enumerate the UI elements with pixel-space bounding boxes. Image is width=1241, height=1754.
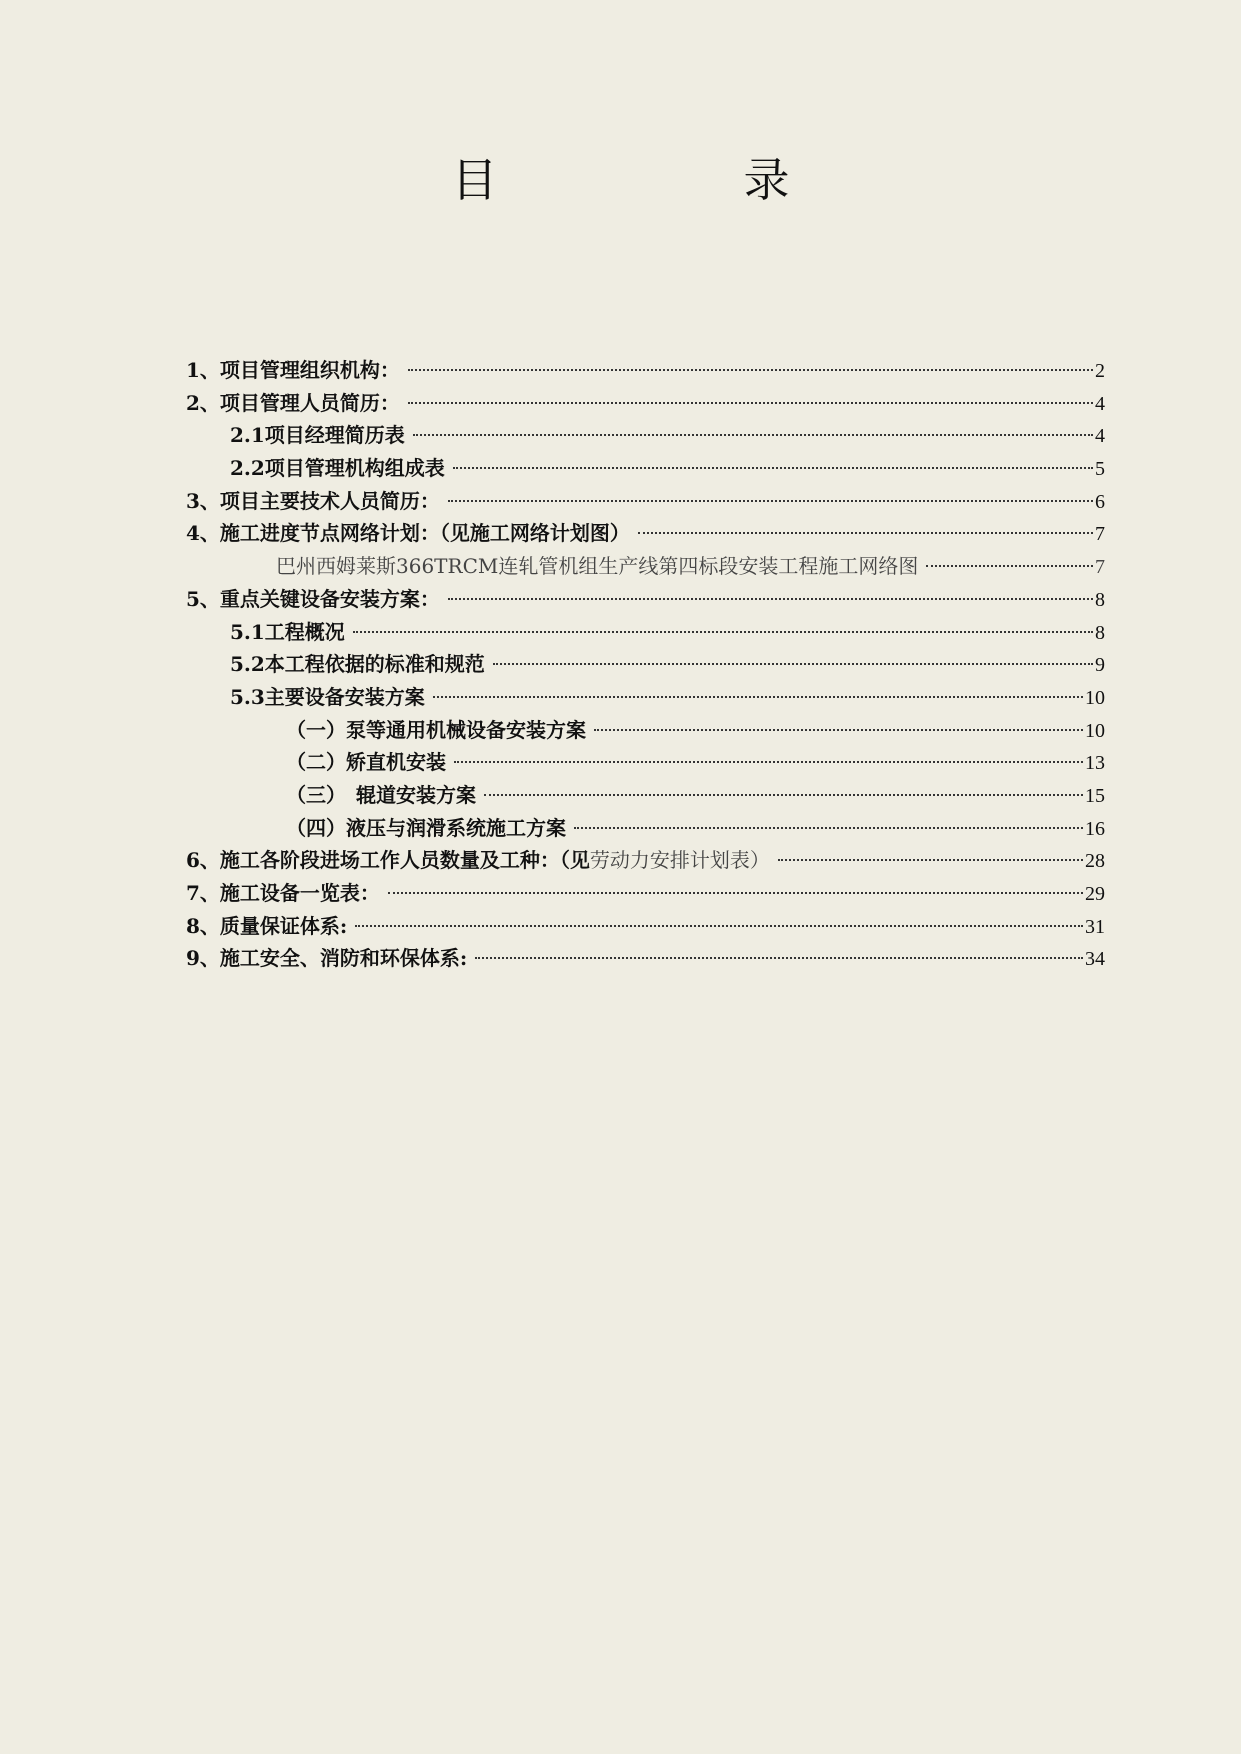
toc-leader-dots bbox=[484, 794, 1083, 796]
toc-entry[interactable] bbox=[186, 844, 1105, 877]
toc-entry[interactable] bbox=[186, 419, 1105, 452]
toc-entry-label: 5、重点关键设备安装方案： bbox=[186, 586, 440, 611]
toc-entry[interactable] bbox=[186, 779, 1105, 812]
toc-page-number: 5 bbox=[1095, 458, 1105, 481]
toc-entry[interactable] bbox=[186, 746, 1105, 779]
toc-leader-dots bbox=[594, 729, 1083, 731]
toc-entry[interactable] bbox=[186, 550, 1105, 583]
toc-entry-label: 5.1工程概况 bbox=[230, 619, 345, 644]
toc-entry[interactable] bbox=[186, 942, 1105, 975]
toc-page-number: 13 bbox=[1085, 752, 1105, 775]
toc-leader-dots bbox=[448, 598, 1093, 600]
toc-entry-label: 6、施工各阶段进场工作人员数量及工种：（见 bbox=[186, 848, 590, 873]
toc-leader-dots bbox=[448, 500, 1093, 502]
toc-page-number: 16 bbox=[1085, 817, 1105, 840]
toc-leader-dots bbox=[475, 957, 1083, 959]
toc-entry-label: 2、项目管理人员简历： bbox=[186, 390, 400, 415]
toc-page-number: 9 bbox=[1095, 654, 1105, 677]
toc-leader-dots bbox=[574, 827, 1083, 829]
toc-leader-dots bbox=[355, 925, 1083, 927]
toc-entry[interactable] bbox=[186, 812, 1105, 845]
page-title: 目 录 bbox=[451, 153, 890, 207]
toc-page-number: 8 bbox=[1095, 588, 1105, 611]
toc-entry-label: 2.2项目管理机构组成表 bbox=[230, 456, 445, 481]
toc-leader-dots bbox=[408, 369, 1093, 371]
toc-entry[interactable] bbox=[186, 583, 1105, 616]
toc-entry-label: 3、项目主要技术人员简历： bbox=[186, 488, 440, 513]
toc-entry[interactable] bbox=[186, 485, 1105, 518]
toc-page-number: 7 bbox=[1095, 523, 1105, 546]
toc-entry-label: （三） 辊道安装方案 bbox=[286, 782, 476, 807]
toc-page-number: 10 bbox=[1085, 719, 1105, 742]
toc-entry[interactable] bbox=[186, 714, 1105, 747]
toc-leader-dots bbox=[408, 402, 1093, 404]
toc-entry[interactable] bbox=[186, 452, 1105, 485]
toc-leader-dots bbox=[778, 859, 1083, 861]
toc-page-number: 31 bbox=[1085, 915, 1105, 938]
toc-entry[interactable] bbox=[186, 517, 1105, 550]
toc-entry-label: 2.1项目经理简历表 bbox=[230, 423, 405, 448]
toc-page-number: 34 bbox=[1085, 948, 1105, 971]
toc-leader-dots bbox=[453, 467, 1093, 469]
toc-page-number: 4 bbox=[1095, 392, 1105, 415]
toc-entry[interactable] bbox=[186, 387, 1105, 420]
toc-entry[interactable] bbox=[186, 616, 1105, 649]
toc-page-number: 4 bbox=[1095, 425, 1105, 448]
toc-leader-dots bbox=[493, 663, 1093, 665]
toc-entry-label: 5.3主要设备安装方案 bbox=[230, 684, 425, 709]
toc-entry[interactable] bbox=[186, 910, 1105, 943]
toc-page-number: 8 bbox=[1095, 621, 1105, 644]
toc-page-number: 10 bbox=[1085, 686, 1105, 709]
toc-leader-dots bbox=[353, 631, 1093, 633]
toc-page-number: 15 bbox=[1085, 784, 1105, 807]
table-of-contents bbox=[186, 354, 1105, 975]
toc-entry-label: 4、施工进度节点网络计划：（见施工网络计划图） bbox=[186, 521, 630, 546]
toc-entry-label: （二）矫直机安装 bbox=[286, 750, 446, 775]
toc-entry-label-extra: 劳动力安排计划表） bbox=[589, 848, 770, 873]
toc-leader-dots bbox=[413, 434, 1093, 436]
toc-page-number: 28 bbox=[1085, 850, 1105, 873]
toc-entry-label: 7、施工设备一览表： bbox=[186, 881, 380, 905]
toc-entry-label: （一）泵等通用机械设备安装方案 bbox=[286, 717, 586, 742]
toc-entry-label: 5.2本工程依据的标准和规范 bbox=[230, 652, 485, 677]
toc-entry-label: 1、项目管理组织机构： bbox=[186, 358, 400, 382]
toc-leader-dots bbox=[926, 565, 1093, 567]
toc-entry[interactable] bbox=[186, 648, 1105, 681]
toc-page-number: 2 bbox=[1095, 360, 1105, 382]
toc-entry[interactable] bbox=[186, 681, 1105, 714]
toc-entry-label: 巴州西姆莱斯366TRCM连轧管机组生产线第四标段安装工程施工网络图 bbox=[276, 554, 919, 579]
toc-leader-dots bbox=[388, 892, 1083, 894]
toc-leader-dots bbox=[638, 532, 1093, 534]
toc-entry[interactable] bbox=[186, 354, 1105, 387]
toc-page-number: 6 bbox=[1095, 490, 1105, 513]
toc-page-number: 29 bbox=[1085, 883, 1105, 905]
toc-leader-dots bbox=[433, 696, 1083, 698]
toc-leader-dots bbox=[454, 761, 1083, 763]
toc-entry-label: 8、质量保证体系: bbox=[186, 913, 348, 938]
toc-page-number: 7 bbox=[1095, 556, 1105, 579]
toc-entry-label: （四）液压与润滑系统施工方案 bbox=[286, 815, 566, 840]
toc-entry[interactable] bbox=[186, 877, 1105, 910]
toc-entry-label: 9、施工安全、消防和环保体系: bbox=[186, 946, 468, 971]
